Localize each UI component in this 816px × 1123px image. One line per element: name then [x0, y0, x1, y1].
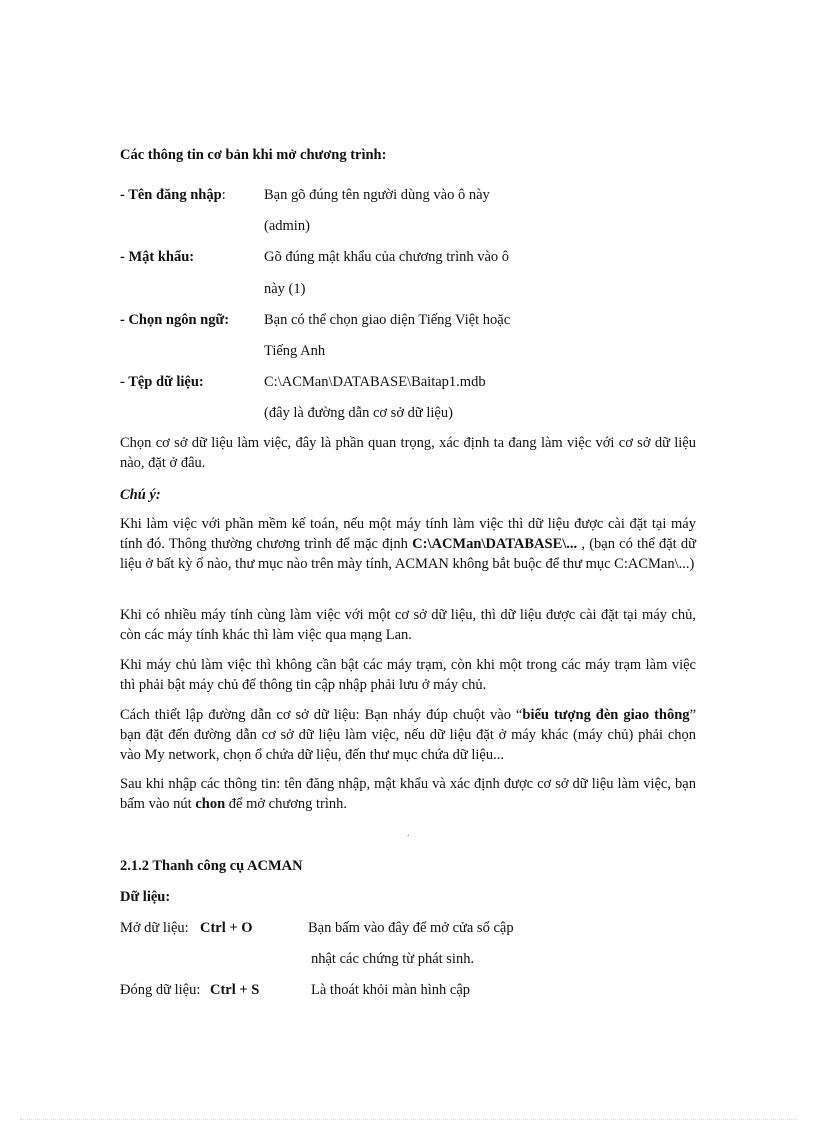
shortcut-desc-open-1: Bạn bấm vào đây để mở cửa sổ cập [308, 920, 514, 936]
paragraph-note: Khi làm việc với phần mềm kế toán, nếu một máy tính làm việc thì dữ liệu được cài đặt tại máy tính đó. Thông thường chương trình để mặc định C:\ACMan\DATABASE\... , (bạn có thể đặt dữ liệu ở bất kỳ ổ nào, thư mục nào trên mày tính, ACMAN không bắt buộc để thư mục C:ACMan\...) [120, 516, 696, 572]
paragraph-select-db: Chọn cơ sở dữ liệu làm việc, đây là phần quan trọng, xác định ta đang làm việc với cơ sở dữ liệu nào, đặt ở đâu. [120, 435, 696, 471]
shortcut-desc-open-2: nhật các chứng từ phát sinh. [311, 951, 475, 967]
field-desc-datafile-1: C:\ACMan\DATABASE\Baitap1.mdb [264, 374, 486, 390]
shortcut-desc-close-1: Là thoát khỏi màn hình cập [311, 982, 471, 998]
section-heading: Các thông tin cơ bản khi mở chương trình: [120, 147, 387, 163]
field-desc-password-2: này (1) [264, 281, 306, 297]
paragraph-network: Khi có nhiều máy tính cùng làm việc với một cơ sở dữ liệu, thì dữ liệu được cài đặt tại máy chủ, còn các máy tính khác thì làm việc qua mạng Lan. [120, 607, 696, 643]
stray-dot: . [407, 828, 410, 839]
section-title: 2.1.2 Thanh công cụ ACMAN [120, 858, 303, 874]
field-desc-password-1: Gõ đúng mật khẩu của chương trình vào ô [264, 249, 510, 265]
field-label-datafile: - Tệp dữ liệu: [120, 374, 204, 390]
field-desc-language-1: Bạn có thể chọn giao diện Tiếng Việt hoặc [264, 312, 511, 328]
shortcut-key-close: Ctrl + S [210, 982, 260, 998]
note-title: Chú ý: [120, 487, 161, 503]
field-label-username: - Tên đăng nhập: [120, 187, 226, 203]
shortcut-label-open: Mở dữ liệu: [120, 920, 189, 936]
paragraph-path: Cách thiết lập đường dẫn cơ sở dữ liệu: Bạn nháy đúp chuột vào “biểu tượng đèn giao thông” bạn đặt đến đường dẫn cơ sở dữ liệu làm việc, nếu dữ liệu đặt ở máy khác (máy chủ) phải chọn vào My network, chọn ổ chứa dữ liệu, đến thư mục chứa dữ liệu... [120, 707, 696, 763]
paragraph-server: Khi máy chủ làm việc thì không cần bật các máy trạm, còn khi một trong các máy trạm làm việc thì phải bật máy chủ để thông tin cập nhập phải lưu ở máy chủ. [120, 657, 696, 693]
field-desc-username-1: Bạn gõ đúng tên người dùng vào ô này [264, 187, 490, 203]
subsection-title: Dữ liệu: [120, 889, 171, 905]
field-desc-datafile-2: (đây là đường dẫn cơ sở dữ liệu) [264, 405, 453, 421]
bottom-divider [20, 1119, 796, 1120]
field-desc-username-2: (admin) [264, 218, 310, 234]
field-label-language: - Chọn ngôn ngữ: [120, 312, 230, 328]
field-label-password: - Mật khẩu: [120, 249, 195, 265]
shortcut-key-open: Ctrl + O [200, 920, 253, 936]
paragraph-after-login: Sau khi nhập các thông tin: tên đăng nhập, mật khẩu và xác định được cơ sở dữ liệu làm việc, bạn bấm vào nút chon để mở chương trình. [120, 776, 696, 812]
field-desc-language-2: Tiếng Anh [264, 343, 326, 359]
shortcut-label-close: Đóng dữ liệu: [120, 982, 201, 998]
